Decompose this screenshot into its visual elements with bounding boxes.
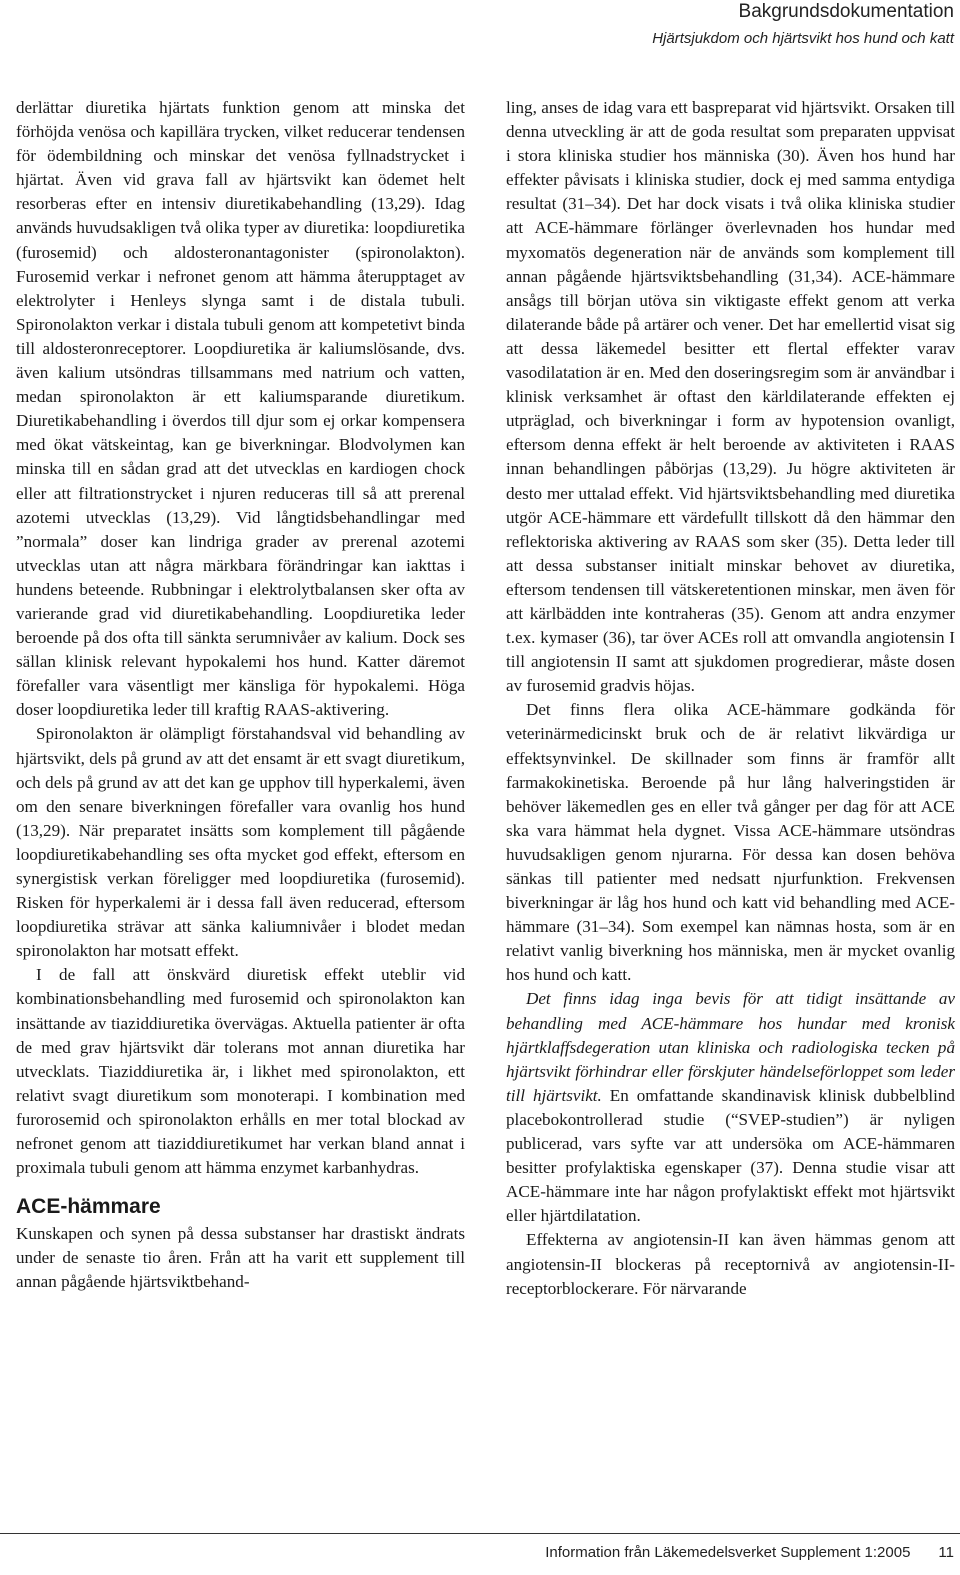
right-column: [506, 96, 955, 1301]
right-paragraph-1: ling, anses de idag vara ett baspreparat vid hjärtsvikt. Orsaken till denna utveckling är att de goda resultat som preparaten uppvisat i stora kliniska studier hos människa (30). Även hos hund har effekter påvisats i kliniska studier, dock ej med samma entydiga resultat (31–34). Det har dock visats i två olika kliniska studier att ACE-hämmare förlänger överlevnaden hos hundar med myxomatös degeneration när de används som komplement till annan pågående hjärtsviktsbehandling (31,34). ACE-hämmare ansågs till början utöva sin viktigaste effekt genom att verka dilaterande både på artärer och vener. Det har emellertid visat sig att dessa läkemedel besitter ett flertal effekter varav vasodilatation är en. Med den doseringsregim som är användbar i klinisk verksamhet är oftast den kärldilaterande effekten ej utpräglad, och biverkningar i form av hypotension ovanligt, eftersom denna effekt är helt beroende av aktiviteten i RAAS innan behandlingen påbörjas (13,29). Ju högre aktiviteten är desto mer uttalad effekt. Vid hjärtsviktsbehandling med diuretika utgör ACE-hämmare ett värdefullt tillskott då den hämmar den reflektoriska aktivering av RAAS som sker (35). Detta leder till att dessa substanser initialt minskar behovet av diuretika, eftersom tendensen till vätskeretentionen minskar, men även för att kärlbädden inte kontraheras (35). Genom att andra enzymer t.ex. kymaser (36), tar över ACEs roll att omvandla angiotensin I till angiotensin II samt att sjukdomen progredierar, måste dosen av furosemid gradvis höjas.: [506, 98, 955, 696]
left-paragraph-4: Kunskapen och synen på dessa substanser har drastiskt ändrats under de senaste tio åren. Från att ha varit ett supplement till annan pågående hjärtsviktbehand-: [16, 1224, 465, 1292]
ace-heading: ACE-hämmare: [16, 1195, 161, 1219]
right-paragraph-3: [506, 987, 955, 1228]
right-paragraph-3-rest: En omfattande skandinavisk klinisk dubbelblind placebokontrollerad studie (“SVEP-studien”) är nyligen publicerad, vars syfte var att undersöka om ACE-hämmaren besitter profylaktiska egenskaper (37). Denna studie visar att ACE-hämmare inte har någon profylaktiskt effekt mot hjärtsvikt eller hjärtdilatation.: [506, 1085, 955, 1226]
left-paragraph-3: I de fall att önskvärd diuretisk effekt uteblir vid kombinationsbehandling med furosemid och spironolakton kan insättande av tiaziddiuretika övervägas. Aktuella patienter är ofta de med grav hjärtsvikt där tolerans mot annan diuretika har utvecklats. Tiaziddiuretika är, i likhet med spironolakton, ett relativt svagt diuretikum som monoterapi. I kombination med furorosemid och spironolakton erhålls en mer total blockad av nefronet genom att tiaziddiuretikumet har verkan bland annat i proximala tubuli genom att hämma enzymet karbanhydras.: [16, 965, 465, 1178]
right-paragraph-2: Det finns flera olika ACE-hämmare godkända för veterinärmedicinskt bruk och de är relativt likvärdiga ur effektsynvinkel. De skillnader som finns är framför allt farmakokinetiska. Beroende på hur lång halveringstiden är behöver läkemedlen ges en eller två gånger per dag för att ACE ska vara hämmat hela dygnet. Vissa ACE-hämmare utsöndras huvudsakligen genom njurarna. För dessa kan dosen behöva sänkas till patienter med nedsatt njurfunktion. Frekvensen biverkningar är låg hos hund och katt vid behandling med ACE-hämmare (31–34). Som exempel kan nämnas hosta, som är en relativt vanlig biverkning hos människa, men är mycket ovanlig hos hund och katt.: [506, 700, 955, 985]
text-columns: [16, 96, 956, 1526]
left-paragraph-1: derlättar diuretika hjärtats funktion genom att minska det förhöjda venösa och kapillära trycken, vilket reducerar tendensen för ödembildning och minskar det venösa fyllnadstrycket i hjärtat. Även vid grava fall av hjärtsvikt kan ödemet helt resorberas efter en intensiv diuretikabehandling (13,29). Idag används huvudsakligen två olika typer av diuretika: loopdiuretika (furosemid) och aldosteronantagonister (spironolakton). Furosemid verkar i nefronet genom att hämma återupptaget av elektrolyter i Henleys slynga samt i de distala tubuli. Spironolakton verkar i distala tubuli genom att kompetetivt binda till aldosteronreceptorer. Loopdiuretika är kaliumslösande, dvs. även kalium utsöndras tillsammans med natrium och vatten, medan spironolakton är ett kaliumsparande diuretikum. Diuretikabehandling i överdos till djur som ej orkar kompensera med ökat vätskeintag, kan ge biverkningar. Blodvolymen kan minska till en sådan grad att det utvecklas en kardiogen chock eller att filtrationstrycket i njuren reduceras till så att prerenal azotemi utvecklas (13,29). Vid långtidsbehandlingar med ”normala” doser kan lindriga grader av prerenal azotemi utvecklas utan att några märkbara förändringar kan iakttas i hundens beteende. Rubbningar i elektrolytbalansen sker ofta av varierande grad vid diuretikabehandling. Loopdiuretika leder beroende på dos ofta till sänkta serumnivåer av kalium. Dock ses sällan klinisk relevant hypokalemi hos hund. Katter däremot förefaller vara väsentligt mer känsliga för hypokalemi. Höga doser loopdiuretika leder till kraftig RAAS-aktivering.: [16, 98, 465, 720]
footer-divider: [0, 1533, 960, 1534]
page-header: [0, 0, 954, 49]
section-subtitle: Hjärtsjukdom och hjärtsvikt hos hund och katt: [652, 30, 954, 47]
footer-source: Information från Läkemedelsverket Supplement 1:2005: [545, 1544, 911, 1561]
page-footer: [545, 1544, 954, 1561]
left-column: [16, 96, 465, 1295]
page-number: 11: [938, 1544, 954, 1561]
emphasized-statement: Det finns idag inga bevis för att tidigt insättande av behandling med ACE-hämmare hos hundar med kronisk hjärtklaffsdegeration utan kliniska och radiologiska tecken på hjärtsvikt förhindrar eller förskjuter händelseförloppet som leder till hjärtsvikt.: [506, 989, 955, 1105]
section-title: Bakgrundsdokumentation: [738, 1, 954, 22]
right-paragraph-4: Effekterna av angiotensin-II kan även hämmas genom att angiotensin-II blockeras på receptornivå av angiotensin-II-receptorblockerare. För närvarande: [506, 1230, 955, 1298]
left-paragraph-2: Spironolakton är olämpligt förstahandsval vid behandling av hjärtsvikt, dels på grund av att det ensamt är ett svagt diuretikum, och dels på grund av att det kan ge upphov till hyperkalemi, även om den senare biverkningen förefaller vara ovanlig hos hund (13,29). När preparatet insätts som komplement till pågående loopdiuretikabehandling ses ofta mycket god effekt, eftersom en synergistisk verkan föreligger med loopdiuretika (furosemid). Risken för hyperkalemi är i dessa fall även reducerad, eftersom loopdiuretika strävar att sänka kaliumnivåer i blodet medan spironolakton har motsatt effekt.: [16, 724, 465, 961]
